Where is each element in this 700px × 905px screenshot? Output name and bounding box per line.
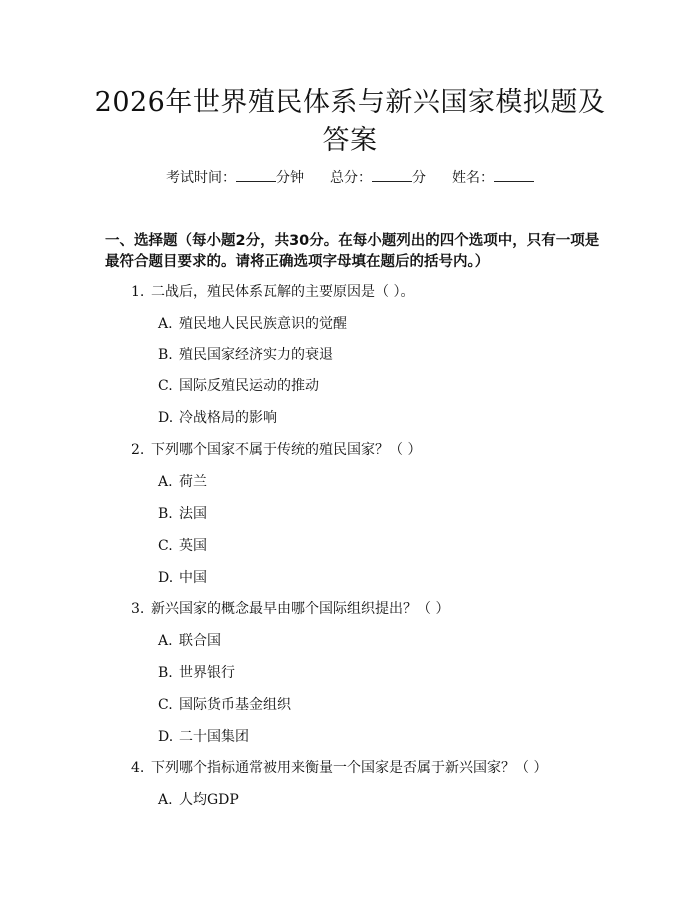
time-blank [236,169,276,182]
option-3d [158,727,249,747]
question-text: 下列哪个指标通常被用来衡量一个国家是否属于新兴国家？（ ） [151,760,548,776]
option-2c [158,536,207,556]
question-text: 二战后，殖民体系瓦解的主要原因是（ ）。 [151,284,415,300]
option-text: 联合国 [179,633,221,649]
question-number: 2. [131,442,145,458]
question-number: 1. [131,284,145,300]
option-text: 法国 [179,506,207,522]
option-1a [158,314,347,334]
question-4 [131,758,547,778]
page-title: 2026年世界殖民体系与新兴国家模拟题及答案 [94,87,606,156]
option-1d [158,408,277,428]
score-blank [372,169,412,182]
option-text: 国际货币基金组织 [179,697,291,713]
option-letter: B. [158,665,173,681]
question-1 [131,282,414,302]
question-text: 新兴国家的概念最早由哪个国际组织提出？（ ） [151,601,450,617]
question-2 [131,440,421,460]
option-3a [158,631,221,651]
option-letter: A. [158,316,173,332]
name-blank [494,169,534,182]
option-letter: C. [158,538,173,554]
option-text: 中国 [179,570,207,586]
option-text: 英国 [179,538,207,554]
option-1b [158,345,333,365]
option-2d [158,568,207,588]
option-4a [158,790,239,810]
option-text: 殖民国家经济实力的衰退 [179,347,333,363]
option-letter: D. [158,570,174,586]
question-3 [131,599,449,619]
option-2b [158,504,207,524]
question-number: 3. [131,601,145,617]
option-letter: C. [158,378,173,394]
option-text: 人均GDP [179,792,239,808]
exam-info-line [0,168,700,188]
option-1c [158,376,319,396]
option-letter: D. [158,729,174,745]
option-letter: A. [158,474,173,490]
option-3c [158,695,291,715]
option-text: 二十国集团 [179,729,249,745]
question-text: 下列哪个国家不属于传统的殖民国家？（ ） [151,442,422,458]
question-number: 4. [131,760,145,776]
option-3b [158,663,235,683]
option-text: 殖民地人民民族意识的觉醒 [179,316,347,332]
time-label: 考试时间： [166,170,236,186]
option-letter: D. [158,410,174,426]
option-text: 国际反殖民运动的推动 [179,378,319,394]
option-text: 荷兰 [179,474,207,490]
option-text: 冷战格局的影响 [179,410,277,426]
option-letter: B. [158,347,173,363]
section-heading: 一、选择题（每小题2分，共30分。在每小题列出的四个选项中，只有一项是最符合题目要求的。请将正确选项字母填在题后的括号内。） [105,233,600,270]
option-letter: C. [158,697,173,713]
score-label: 总分： [330,170,372,186]
option-2a [158,472,207,492]
option-letter: A. [158,633,173,649]
score-unit: 分 [412,170,426,186]
time-unit: 分钟 [276,170,304,186]
option-letter: B. [158,506,173,522]
option-letter: A. [158,792,173,808]
name-label: 姓名： [452,170,494,186]
option-text: 世界银行 [179,665,235,681]
